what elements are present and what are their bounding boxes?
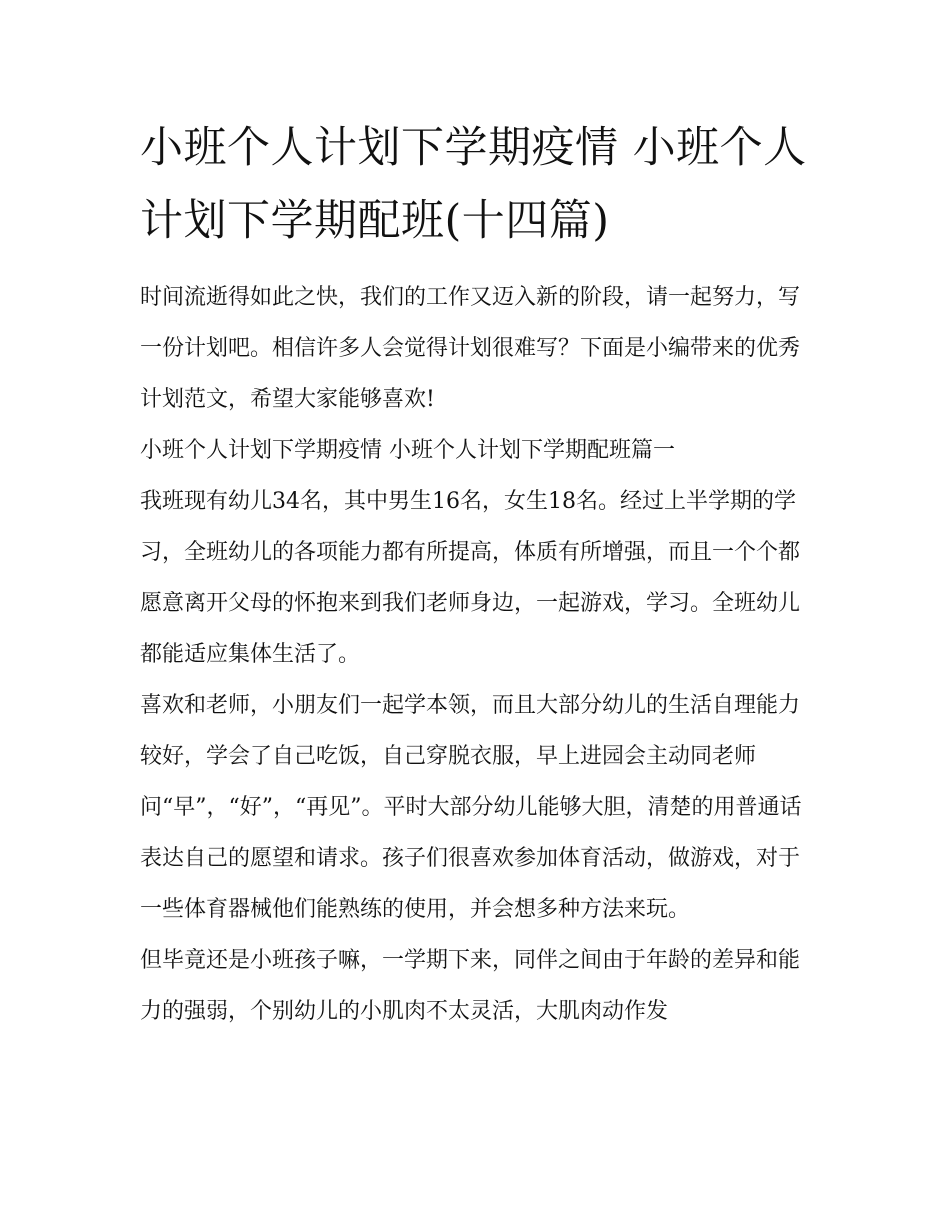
body-paragraph: 我班现有幼儿34名，其中男生16名，女生18名。经过上半学期的学习，全班幼儿的各项能力都有所提高，体质有所增强，而且一个个都愿意离开父母的怀抱来到我们老师身边，一起游戏，学习。全班幼儿都能适应集体生活了。 (140, 489, 801, 667)
body-paragraph: 但毕竟还是小班孩子嘛，一学期下来，同伴之间由于年龄的差异和能力的强弱，个别幼儿的小肌肉不太灵活，大肌肉动作发 (140, 948, 801, 1024)
document-body (140, 272, 812, 1037)
body-paragraph: 喜欢和老师，小朋友们一起学本领，而且大部分幼儿的生活自理能力较好，学会了自己吃饭，自己穿脱衣服，早上进园会主动同老师问“早”，“好”，“再见”。平时大部分幼儿能够大胆，清楚的用普通话表达自己的愿望和请求。孩子们很喜欢参加体育活动，做游戏，对于一些体育器械他们能熟练的使用，并会想多种方法来玩。 (140, 693, 802, 922)
intro-paragraph: 时间流逝得如此之快，我们的工作又迈入新的阶段，请一起努力，写一份计划吧。相信许多人会觉得计划很难写？下面是小编带来的优秀计划范文，希望大家能够喜欢! (140, 285, 801, 412)
document-title: 小班个人计划下学期疫情 小班个人计划下学期配班(十四篇) (140, 123, 807, 246)
section-heading: 小班个人计划下学期疫情 小班个人计划下学期配班篇一 (140, 438, 675, 463)
document-content (140, 112, 812, 1037)
